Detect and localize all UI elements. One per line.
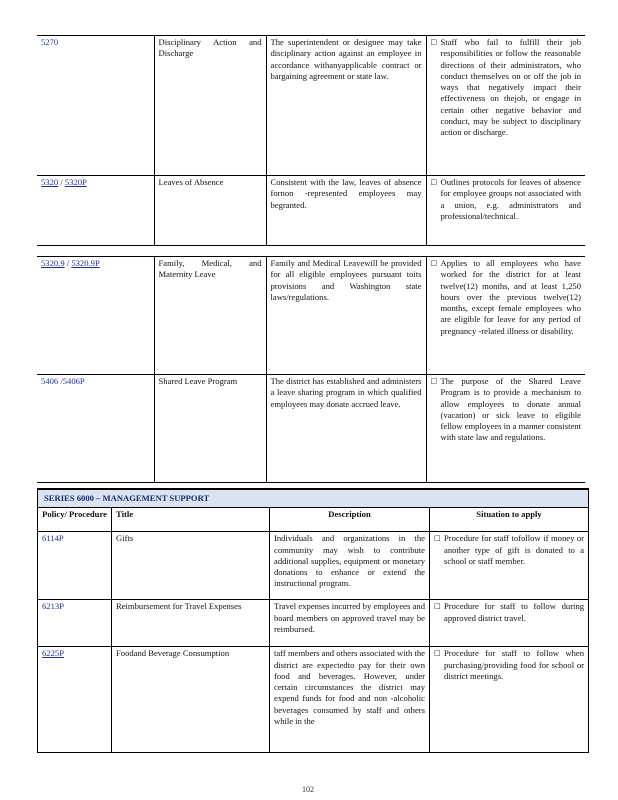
policy-code-cell xyxy=(38,600,112,647)
policy-title: Leaves of Absence xyxy=(154,176,266,246)
policy-situation: Outlines protocols for leaves of absence for employee groups not associated with a union, e.g. administrators and professional/technical. xyxy=(440,177,581,221)
policy-description: Consistent with the law, leaves of absence fornon -represented employees may begranted. xyxy=(266,176,426,246)
bullet-icon: □ xyxy=(430,38,438,46)
table-row xyxy=(38,647,589,753)
policy-code: 6213P xyxy=(42,601,64,612)
table-row xyxy=(38,600,589,647)
policy-title: Disciplinary Action and Discharge xyxy=(154,36,266,176)
policy-situation: Procedure for staff to follow when purchasing/providing food for school or district meetings. xyxy=(444,648,585,681)
policy-code: 5406 /5406P xyxy=(41,376,85,386)
policy-link-5320-9p[interactable]: 5320.9P xyxy=(71,258,100,268)
bullet-icon: □ xyxy=(434,534,441,543)
policy-table-series-6000 xyxy=(37,488,589,753)
policy-link-6225p[interactable]: 6225P xyxy=(42,648,64,659)
policy-situation: Procedure for staff to follow during approved district travel. xyxy=(444,601,585,623)
column-header-description: Description xyxy=(270,508,430,532)
bullet-icon: □ xyxy=(434,602,441,611)
policy-table-b xyxy=(37,256,585,483)
series-title: SERIES 6000 – MANAGEMENT SUPPORT xyxy=(38,489,589,508)
policy-situation-cell xyxy=(430,600,589,647)
policy-title: Reimbursement for Travel Expenses xyxy=(112,600,270,647)
policy-title: Gifts xyxy=(112,532,270,600)
policy-description: The district has established and administers a leave sharing program in which qualified employees may donate accrued leave. xyxy=(266,375,426,483)
policy-link-5320p[interactable]: 5320P xyxy=(64,177,87,187)
policy-code: 5270 xyxy=(41,37,59,47)
column-header-row xyxy=(38,508,589,532)
column-header-situation: Situation to apply xyxy=(430,508,589,532)
policy-code-cell xyxy=(37,36,154,176)
policy-link-5320-9[interactable]: 5320.9 xyxy=(41,258,65,268)
bullet-icon: □ xyxy=(430,259,438,267)
policy-title: Shared Leave Program xyxy=(154,375,266,483)
table-row xyxy=(37,176,585,246)
policy-situation: The purpose of the Shared Leave Program is to provide a mechanism to allow employees to donate annual (vacation) or sick leave to eligible fellow employees in a manner consistent with state law and regulations. xyxy=(440,376,581,443)
page-number: 102 xyxy=(302,785,314,794)
table-row xyxy=(37,36,585,176)
table-row xyxy=(38,532,589,600)
column-header-title: Title xyxy=(112,508,270,532)
policy-situation: Staff who fail to fulfill their job responsibilities or follow the reasonable directions of their administrators, who conduct themselves on or off the job in ways that negatively impact their effectiveness on thejob, or engage in certain other negative behavior and conduct, may be subject to disciplinary action or discharge. xyxy=(440,37,581,138)
policy-code-cell xyxy=(38,647,112,753)
policy-situation-cell xyxy=(426,257,585,375)
policy-situation-cell xyxy=(426,36,585,176)
table-row xyxy=(37,375,585,483)
policy-title: Foodand Beverage Consumption xyxy=(112,647,270,753)
policy-code: 6114P xyxy=(42,533,64,544)
policy-situation: Applies to all employees who have worked for the district for at least twelve(12) months, and at least 1,250 hours over the previous twelve(12) months, except female employees who are eligible for leave for any period of pregnancy -related illness or disability. xyxy=(440,258,581,336)
policy-code-cell xyxy=(38,532,112,600)
policy-situation: Procedure for staff tofollow if money or another type of gift is donated to a school or staff member. xyxy=(444,533,585,566)
policy-situation-cell xyxy=(426,375,585,483)
policy-title: Family, Medical, and Maternity Leave xyxy=(154,257,266,375)
policy-situation-cell xyxy=(430,532,589,600)
series-header-row xyxy=(38,489,589,508)
policy-link-5320[interactable]: 5320 xyxy=(41,177,59,187)
policy-description: Individuals and organizations in the community may wish to contribute additional supplies, equipment or monetary donations to enhance or extend the instructional program. xyxy=(270,532,430,600)
policy-table-a xyxy=(37,35,585,246)
policy-code-cell: 5320.9 / 5320.9P xyxy=(37,257,154,375)
policy-code-cell: 5320 / 5320P xyxy=(37,176,154,246)
policy-description: Travel expenses incurred by employees and board members on approved travel may be reimbursed. xyxy=(270,600,430,647)
policy-description: taff members and others associated with the district are expectedto pay for their own food and beverages. However, under certain circumstances the district may expend funds for food and non -alcoholic beverages consumed by staff and others while in the xyxy=(270,647,430,753)
policy-description: The superintendent or designee may take disciplinary action against an employee in accordance withanyapplicable contract or bargaining agreement or state law. xyxy=(266,36,426,176)
bullet-icon: □ xyxy=(430,377,438,385)
column-header-policy: Policy/ Procedure xyxy=(38,508,112,532)
policy-situation-cell xyxy=(430,647,589,753)
bullet-icon: □ xyxy=(434,649,441,658)
table-row xyxy=(37,257,585,375)
policy-description: Family and Medical Leavewill be provided for all eligible employees pursuant toits provisions and Washington state laws/regulations. xyxy=(266,257,426,375)
policy-situation-cell xyxy=(426,176,585,246)
bullet-icon: □ xyxy=(430,178,438,186)
policy-code-cell xyxy=(37,375,154,483)
